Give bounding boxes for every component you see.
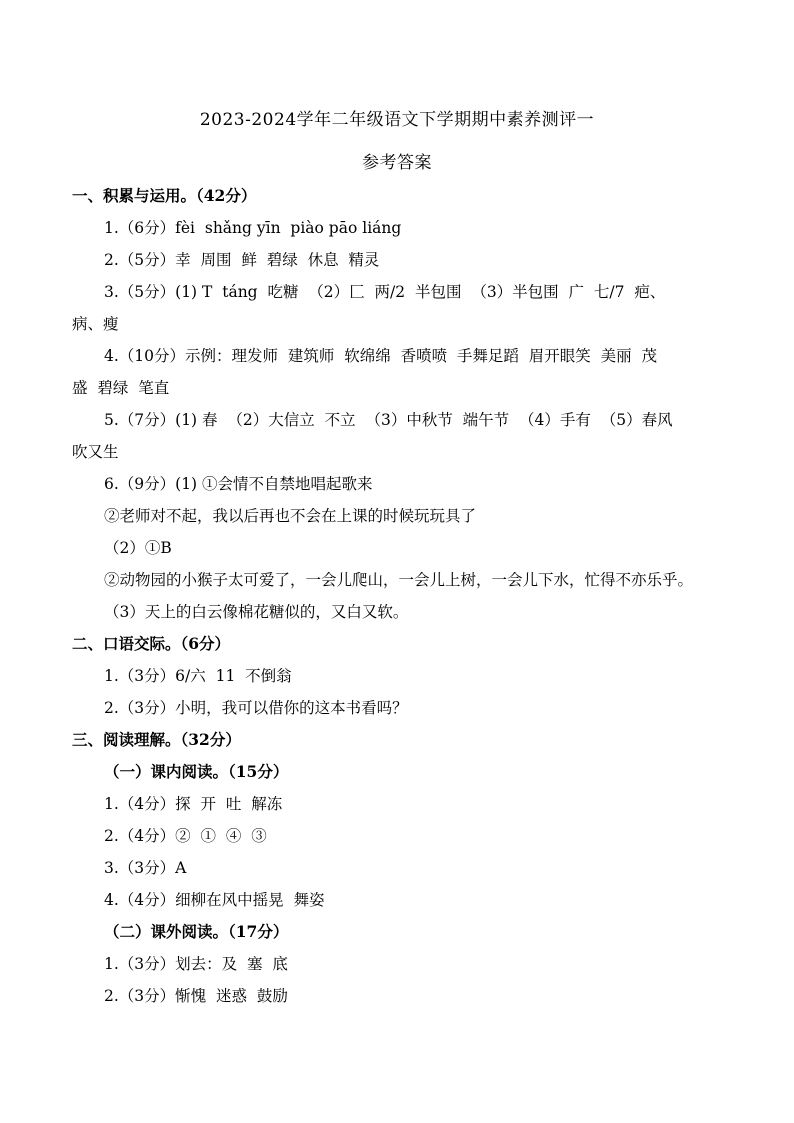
answer-line: 2.（5分）幸 周围 鲜 碧绿 休息 精灵 [104,251,380,269]
answer-line: （2）①B [104,539,172,557]
answer-line: 4.（10分）示例：理发师 建筑师 软绵绵 香喷喷 手舞足蹈 眉开眼笑 美丽 茂 [104,347,657,365]
answer-line: 3.（3分）A [104,859,187,877]
page-title: 2023-2024学年二年级语文下学期期中素养测评一 [199,110,595,130]
subsection-heading: （二）课外阅读。（17分） [104,922,289,941]
answer-line: 1.（3分）划去：及 塞 底 [104,955,288,973]
answer-line: 2.（3分）惭愧 迷惑 鼓励 [104,987,288,1005]
answer-line: 3.（5分）(1) T táng 吃糖 （2）匚 两/2 半包围 （3）半包围 广 七/7 疤、 [104,283,666,301]
subsection-heading: （一）课内阅读。（15分） [104,762,289,781]
answer-line: 1.（6分）fèi shǎng yīn piào pāo liáng [104,219,402,237]
answer-line: 1.（3分）6/六 11 不倒翁 [104,667,292,685]
answer-line: 6.（9分）(1) ①会情不自禁地唱起歌来 [104,475,373,493]
answer-line: ②动物园的小猴子太可爱了，一会儿爬山，一会儿上树，一会儿下水，忙得不亦乐乎。 [104,571,694,589]
section-3-heading: 三、阅读理解。（32分） [72,730,241,749]
section-2-heading: 二、口语交际。（6分） [72,634,231,653]
section-1-heading: 一、积累与运用。（42分） [72,186,257,205]
answer-line: 盛 碧绿 笔直 [72,379,170,397]
answer-line: 病、瘦 [72,315,119,333]
answer-line: 1.（4分）探 开 吐 解冻 [104,795,283,813]
page-subtitle: 参考答案 [362,153,432,173]
answer-line: （3）天上的白云像棉花糖似的，又白又软。 [104,603,409,621]
answer-line: ②老师对不起，我以后再也不会在上课的时候玩玩具了 [104,507,477,525]
answer-line: 2.（4分）② ① ④ ③ [104,827,267,845]
answer-line: 5.（7分）(1) 春 （2）大信立 不立 （3）中秋节 端午节 （4）手有 （5）春风 [104,411,673,429]
answer-line: 4.（4分）细柳在风中摇晃 舞姿 [104,891,325,909]
answer-line: 吹又生 [72,443,119,461]
answer-line: 2.（3分）小明，我可以借你的这本书看吗？ [104,699,408,717]
